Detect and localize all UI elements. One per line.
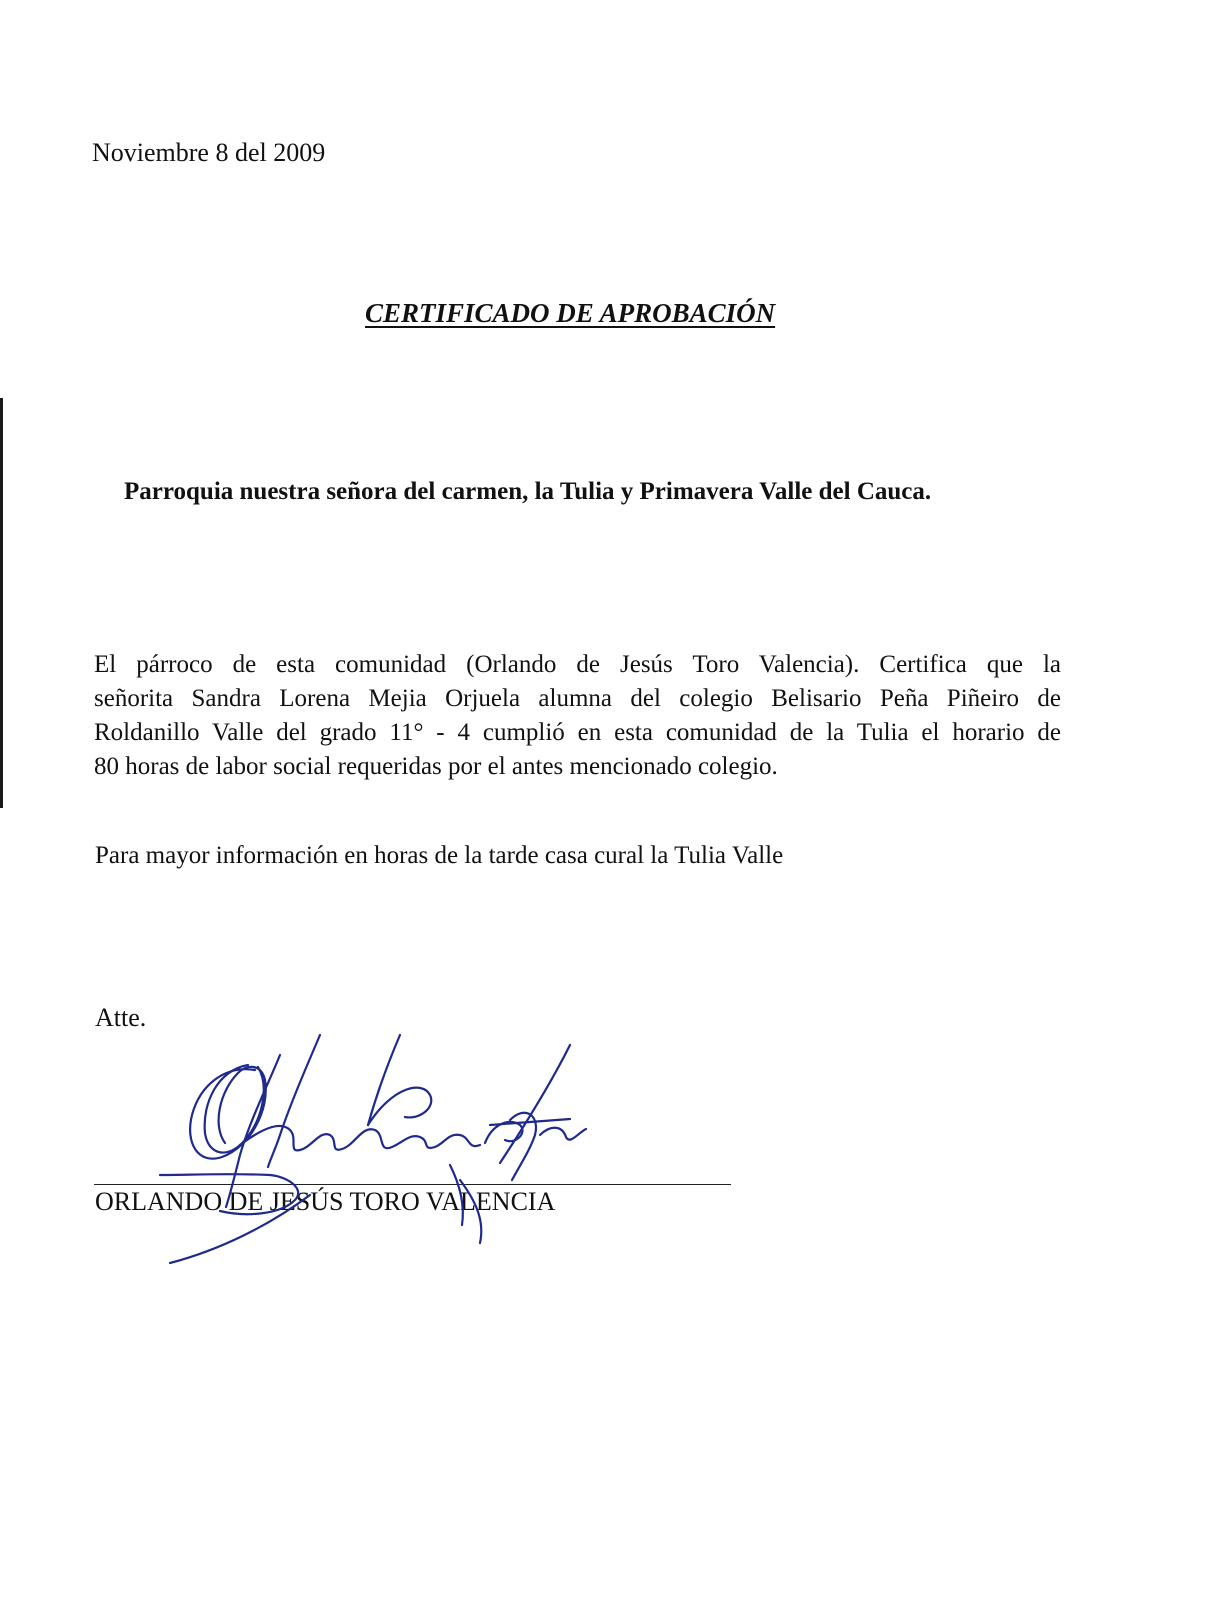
parish-heading: Parroquia nuestra señora del carmen, la Tulia y Primavera Valle del Cauca. — [124, 478, 932, 505]
body-line: El párroco de esta comunidad (Orlando de Jesús Toro Valencia). Certifica que la — [94, 651, 1061, 678]
signature-stroke — [540, 1128, 586, 1140]
body-line: 80 horas de labor social requeridas por el antes mencionado colegio. — [94, 753, 778, 780]
closing-salutation: Atte. — [95, 1003, 147, 1032]
certificate-body — [94, 648, 1061, 784]
signature-stroke — [368, 1035, 400, 1125]
body-line: Roldanillo Valle del grado 11° - 4 cumplió en esta comunidad de la Tulia el horario de — [94, 719, 1061, 746]
signature-stroke — [450, 1165, 463, 1225]
handwritten-signature — [130, 1025, 610, 1270]
signer-name: ORLANDO DE JESÚS TORO VALENCIA — [95, 1187, 556, 1216]
contact-info: Para mayor información en horas de la tarde casa cural la Tulia Valle — [95, 842, 784, 869]
letter-date: Noviembre 8 del 2009 — [92, 138, 326, 167]
body-line: señorita Sandra Lorena Mejia Orjuela alumna del colegio Belisario Peña Piñeiro de — [94, 685, 1061, 712]
signature-stroke — [490, 1119, 570, 1125]
signature-stroke — [500, 1045, 570, 1163]
scan-edge-mark — [0, 398, 3, 808]
certificate-title: CERTIFICADO DE APROBACIÓN — [365, 298, 776, 328]
